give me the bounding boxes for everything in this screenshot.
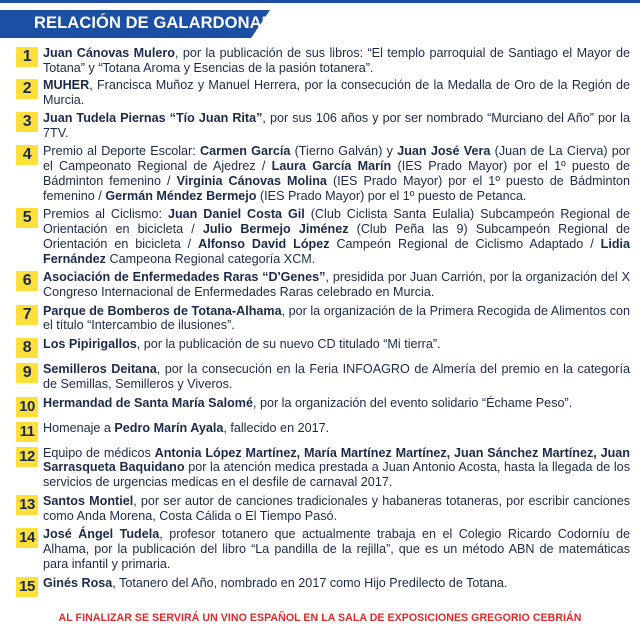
page-title: RELACIÓN DE GALARDONADOS	[34, 14, 298, 32]
entry-description: Campeón Regional de Ciclismo Adaptado /	[329, 236, 601, 251]
awardee-name: Carmen García	[200, 144, 291, 159]
entry-number-badge: 15	[16, 577, 38, 597]
awardee-name: Lidia Fernández	[43, 236, 631, 266]
awardee-name: Juan Tudela Piernas “Tío Juan Rita”	[43, 110, 263, 125]
awardee-name: Juan Cánovas Mulero	[43, 46, 175, 60]
entry-description: , por la publicación de sus libros: “El templo parroquial de Santiago el Mayor de Totana” y “Totana Aroma y Esencias de la pasión totanera”.	[43, 46, 630, 75]
entry-description: , Francisca Muñoz y Manuel Herrera, por la consecución de la Medalla de Oro de la Región de Murcia.	[43, 78, 630, 108]
entry-description: (Tierno Galván) y	[290, 144, 398, 159]
awardee-name: Alfonso David López	[198, 236, 330, 251]
entry-number-badge: 5	[16, 208, 38, 228]
awardee-entry	[16, 396, 630, 417]
awardee-entry	[16, 421, 630, 442]
entry-text	[43, 337, 630, 352]
awardee-name: Juan Daniel Costa Gil	[167, 207, 305, 222]
entry-text	[43, 362, 630, 391]
awardee-name: Asociación de Enfermedades Raras “D'Genes”	[43, 270, 326, 285]
awardee-name: Los Pipirigallos	[43, 337, 137, 352]
awardee-entry	[16, 270, 630, 299]
awardee-name: Hermandad de Santa María Salomé	[43, 395, 253, 410]
entry-description: Homenaje a	[43, 420, 115, 435]
entry-text	[43, 494, 630, 523]
entry-description: (Club Peña las 9) Subcampeón Regional de Orientación en bicicleta /	[43, 222, 631, 251]
entry-description: , por ser autor de canciones tradicionales y habaneras totaneras, por escribir canciones como Anda Morena, Costa Cálida o El Tiempo Pasó.	[43, 493, 630, 523]
awardee-name: Germán Méndez Bermejo	[105, 188, 257, 203]
entry-description: (IES Prado Mayor) por el 1º puesto de Bádminton femenino /	[43, 173, 630, 203]
awardee-entry	[16, 494, 630, 523]
entry-description: (Juan de La Cierva) por el Campeonato Regional de Ajedrez /	[43, 144, 630, 174]
entry-description: Premio al Deporte Escolar:	[43, 144, 200, 159]
entry-number-badge: 6	[16, 271, 38, 291]
awardee-name: Antonia López Martínez, María Martínez Martínez, Juan Sánchez Martínez, Juan Sarrasqueta Baquidano	[43, 445, 630, 475]
footer-note: AL FINALIZAR SE SERVIRÁ UN VINO ESPAÑOL EN LA SALA DE EXPOSICIONES GREGORIO CEBRIÁN	[58, 612, 582, 624]
entry-text	[43, 446, 630, 490]
entry-number-badge: 9	[16, 363, 38, 383]
awardee-name: Pedro Marín Ayala	[114, 420, 224, 435]
awardee-name: Laura García Marín	[271, 159, 392, 174]
entry-number-badge: 12	[16, 447, 38, 467]
entry-number-badge: 8	[16, 338, 38, 358]
entry-text	[43, 421, 630, 436]
entry-number-badge: 10	[16, 397, 38, 417]
entry-text	[43, 576, 630, 591]
entry-description: , por la organización del evento solidario “Échame Peso”.	[252, 395, 573, 410]
awardee-entry	[16, 527, 630, 571]
entry-description: por la atención medica prestada a Juan Antonio Acosta, hasta la llegada de los servicios de urgencias medicas en el desfile de carnaval 2017.	[43, 460, 630, 490]
awardee-name: José Ángel Tudela	[43, 527, 160, 542]
awardee-entry	[16, 362, 630, 391]
top-rule	[0, 0, 640, 3]
entry-text	[43, 270, 630, 299]
entry-description: (Club Ciclista Santa Eulalia) Subcampeón Regional de Orientación en bicicleta /	[43, 207, 630, 237]
awardee-name: Julio Bermejo Jiménez	[202, 222, 349, 237]
awardee-name: MUHER	[43, 78, 90, 93]
entry-description: , por la organización de la Primera Recogida de Alimentos con el título “Intercambio de ilusiones”.	[43, 303, 630, 333]
entry-description: , fallecido en 2017.	[223, 420, 330, 435]
awardee-entry	[16, 446, 630, 490]
awardee-name: Parque de Bomberos de Totana-Alhama	[43, 303, 282, 318]
awardee-name: Ginés Rosa	[43, 575, 113, 590]
awardee-entry	[16, 144, 630, 203]
entry-text	[43, 46, 630, 75]
entry-number-badge: 14	[16, 528, 38, 548]
entry-description: Campeona Regional categoría XCM.	[105, 251, 316, 266]
entry-number-badge: 11	[16, 422, 38, 442]
entry-description: (IES Prado Mayor) por el 1º puesto de Bádminton femenino /	[43, 159, 630, 188]
entry-text	[43, 396, 630, 411]
awardee-name: Virginia Cánovas Molina	[176, 173, 327, 188]
entry-number-badge: 3	[16, 112, 38, 132]
entry-description: , por la publicación de su nuevo CD titulado “Mi tierra”.	[136, 337, 441, 352]
entry-description: , Totanero del Año, nombrado en 2017 como Hijo Predilecto de Totana.	[112, 575, 508, 590]
entry-text	[43, 78, 630, 107]
entry-description: Equipo de médicos	[43, 445, 155, 460]
entry-description: , por la consecución en la Feria INFOAGRO de Almería del premio en la categoría de Semillas, Semilleros y Viveros.	[43, 362, 630, 391]
entry-description: , presidida por Juan Carrión, por la organización del X Congreso Internacional de Enfermedades Raras celebrado en Murcia.	[43, 270, 630, 300]
awardee-entry	[16, 337, 630, 358]
awardee-entry	[16, 576, 630, 597]
awardee-name: Santos Montiel	[43, 493, 134, 508]
entry-number-badge: 2	[16, 79, 38, 99]
entry-description: , profesor totanero que actualmente trabaja en el Colegio Ricardo Codorníu de Alhama, por la publicación del libro “La pandilla de la rejilla”, que es un método ABN de matemáticas para infantil y primaria.	[43, 527, 630, 571]
entry-description: Premios al Ciclismo:	[43, 207, 168, 222]
entry-description: (IES Prado Mayor) por el 1º puesto de Petanca.	[256, 188, 527, 203]
entry-text	[43, 111, 630, 140]
entry-description: , por sus 106 años y por ser nombrado “Murciano del Año” por la 7TV.	[43, 110, 630, 140]
awardee-entry	[16, 46, 630, 75]
awardee-name: Semilleros Deitana	[43, 362, 157, 377]
awardee-entry	[16, 78, 630, 107]
entry-text	[43, 207, 630, 266]
entry-number-badge: 7	[16, 305, 38, 325]
entry-text	[43, 144, 630, 203]
entry-number-badge: 4	[16, 145, 38, 165]
awardee-entry	[16, 207, 630, 266]
entry-number-badge: 13	[16, 495, 38, 515]
entry-number-badge: 1	[16, 47, 38, 67]
entry-text	[43, 304, 630, 333]
awardee-entry	[16, 304, 630, 333]
awardee-entry	[16, 111, 630, 140]
entry-text	[43, 527, 630, 571]
awardee-list	[16, 43, 630, 597]
awardee-name: Juan José Vera	[397, 144, 491, 159]
